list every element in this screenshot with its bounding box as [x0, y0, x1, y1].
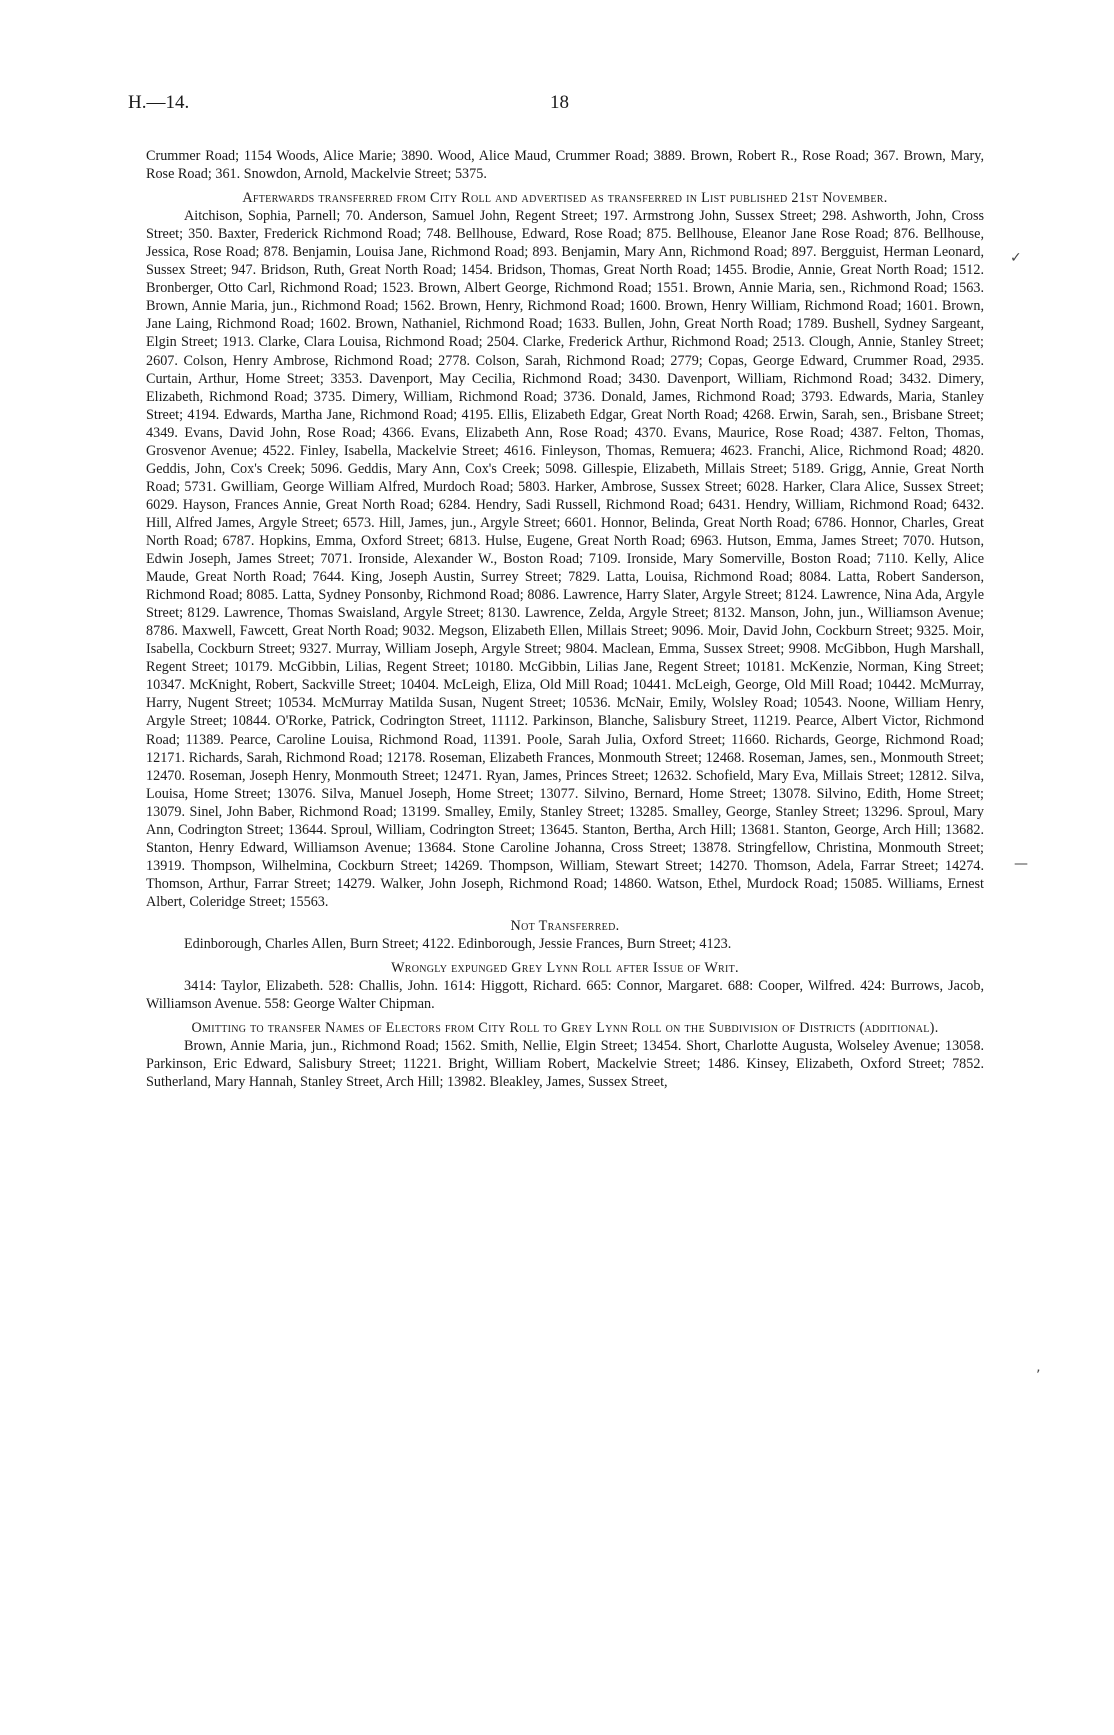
section-2-heading: Not Transferred.: [510, 917, 620, 934]
section-1-heading: Afterwards transferred from City Roll and advertised as transferred in List published 21st November.: [242, 190, 888, 207]
report-reference: H.—14.: [128, 92, 190, 113]
section-4-text: Brown, Annie Maria, jun., Richmond Road; 1562. Smith, Nellie, Elgin Street; 13454. Short, Charlotte Augusta, Wolseley Avenue; 13058. Parkinson, Eric Edward, Salisbury Street; 11221. Bright, William Robert, Mackelvie Street; 1486. Kinsey, Elizabeth, Oxford Street; 7852. Sutherland, Mary Hannah, Stanley Street, Arch Hill; 13982. Bleakley, James, Sussex Street,: [146, 1038, 984, 1091]
margin-dash-mark: —: [1014, 856, 1028, 872]
section-1-text: Aitchison, Sophia, Parnell; 70. Anderson, Samuel John, Regent Street; 197. Armstrong John, Sussex Street; 298. Ashworth, John, Cross Street; 350. Baxter, Frederick Richmond Road; 748. Bellhouse, Edward, Rose Road; 875. Bellhouse, Eleanor Jane Rose Road; 876. Bellhouse, Jessica, Rose Road; 878. Benjamin, Louisa Jane, Richmond Road; 893. Benjamin, Mary Ann, Richmond Road; 897. Bergguist, Herman Leonard, Sussex Street; 947. Bridson, Ruth, Great North Road; 1454. Bridson, Thomas, Great North Road; 1455. Brodie, Annie, Great North Road; 1512. Bronberger, Otto Carl, Richmond Road; 1523. Brown, Albert George, Richmond Road; 1551. Brown, Annie Maria, sen., Richmond Road; 1563. Brown, Annie Maria, jun., Richmond Road; 1562. Brown, Henry, Richmond Road; 1600. Brown, Henry William, Richmond Road; 1601. Brown, Jane Laing, Richmond Road; 1602. Brown, Nathaniel, Richmond Road; 1633. Bullen, John, Great North Road; 1789. Bushell, Sydney Sargeant, Elgin Street; 1913. Clarke, Clara Louisa, Richmond Road; 2504. Clarke, Frederick Arthur, Richmond Road; 2513. Clough, Annie, Stanley Street; 2607. Colson, Henry Ambrose, Richmond Road; 2778. Colson, Sarah, Richmond Road; 2779; Copas, George Edward, Crummer Road, 2935. Curtain, Arthur, Home Street; 3353. Davenport, May Cecilia, Richmond Road; 3430. Davenport, William, Richmond Road; 3432. Dimery, Elizabeth, Richmond Road; 3735. Dimery, William, Richmond Road; 3736. Donald, James, Richmond Road; 3793. Edwards, Maria, Stanley Street; 4194. Edwards, Martha Jane, Richmond Road; 4195. Ellis, Elizabeth Edgar, Great North Road; 4268. Erwin, Sarah, sen., Brisbane Street; 4349. Evans, David John, Rose Road; 4366. Evans, Elizabeth Ann, Rose Road; 4370. Evans, Maurice, Rose Road; 4387. Felton, Thomas, Grosvenor Avenue; 4522. Finley, Isabella, Mackelvie Street; 4616. Finleyson, Thomas, Remuera; 4623. Franchi, Alice, Richmond Road; 4820. Geddis, John, Cox's Creek; 5096. Geddis, Mary Ann, Cox's Creek; 5098. Gillespie, Elizabeth, Millais Street; 5189. Grigg, Annie, Great North Road; 5731. Gwilliam, George William Alfred, Murdoch Road; 5803. Harker, Ambrose, Sussex Street; 6028. Harker, Clara Alice, Sussex Street; 6029. Hayson, Frances Annie, Great North Road; 6284. Hendry, Sadi Russell, Richmond Road; 6431. Hendry, William, Richmond Road; 6432. Hill, Alfred James, Argyle Street; 6573. Hill, James, jun., Argyle Street; 6601. Honnor, Belinda, Great North Road; 6786. Honnor, Charles, Great North Road; 6787. Hopkins, Emma, Oxford Street; 6813. Hulse, Eugene, Great North Road; 6963. Hutson, Emma, James Street; 7070. Hutson, Edwin Joseph, James Street; 7071. Ironside, Alexander W., Boston Road; 7109. Ironside, Mary Somerville, Boston Road; 7110. Kelly, Alice Maude, Great North Road; 7644. King, Joseph Austin, Surrey Street; 7829. Latta, Louisa, Richmond Road; 8084. Latta, Robert Sanderson, Richmond Road; 8085. Latta, Sydney Ponsonby, Richmond Road; 8086. Lawrence, Harry Slater, Argyle Street; 8124. Lawrence, Nina Ada, Argyle Street; 8129. Lawrence, Thomas Swaisland, Argyle Street; 8130. Lawrence, Zelda, Argyle Street; 8132. Manson, John, jun., Williamson Avenue; 8786. Maxwell, Fawcett, Great North Road; 9032. Megson, Elizabeth Ellen, Millais Street; 9096. Moir, David John, Cockburn Street; 9325. Moir, Isabella, Cockburn Street; 9327. Murray, William Joseph, Argyle Street; 9804. Maclean, Emma, Sussex Street; 9908. McGibbon, Hugh Marshall, Regent Street; 10179. McGibbin, Lilias, Regent Street; 10180. McGibbin, Lilias Jane, Regent Street; 10181. McKenzie, Norman, King Street; 10347. McKnight, Robert, Sackville Street; 10404. McLeigh, Eliza, Old Mill Road; 10441. McLeigh, George, Old Mill Road; 10442. McMurray, Harry, Nugent Street; 10534. McMurray Matilda Susan, Nugent Street; 10536. McNair, Emily, Wolsley Road; 10543. Noone, William Henry, Argyle Street; 10844. O'Rorke, Patrick, Codrington Street, 11112. Parkinson, Blanche, Salisbury Street, 11219. Pearce, Albert Victor, Richmond Road; 11389. Pearce, Caroline Louisa, Richmond Road, 11391. Poole, Sarah Julia, Oxford Street; 11660. Richards, George, Richmond Road; 12171. Richards, Sarah, Richmond Road; 12178. Roseman, Elizabeth Frances, Monmouth Street; 12468. Roseman, James, sen., Monmouth Street; 12470. Roseman, Joseph Henry, Monmouth Street; 12471. Ryan, James, Princes Street; 12632. Schofield, Mary Eva, Millais Street; 12812. Silva, Louisa, Home Street; 13076. Silva, Manuel Joseph, Home Street; 13077. Silvino, Bernard, Home Street; 13078. Silvino, Edith, Home Street; 13079. Sinel, John Baber, Richmond Road; 13199. Smalley, Emily, Stanley Street; 13285. Smalley, George, Stanley Street; 13296. Sproul, Mary Ann, Codrington Street; 13644. Sproul, William, Codrington Street; 13645. Stanton, Bertha, Arch Hill; 13681. Stanton, George, Arch Hill; 13682. Stanton, Henry Edward, Williamson Avenue; 13684. Stone Caroline Johanna, Cross Street; 13878. Stringfellow, Christina, Monmouth Street; 13919. Thompson, Wilhelmina, Cockburn Street; 14269. Thompson, William, Stewart Street; 14270. Thomson, Adela, Farrar Street; 14274. Thomson, Arthur, Farrar Street; 14279. Walker, John Joseph, Richmond Road; 14860. Watson, Ethel, Murdock Road; 15085. Williams, Ernest Albert, Coleridge Street; 15563.: [146, 208, 984, 910]
section-4-heading: Omitting to transfer Names of Electors from City Roll to Grey Lynn Roll on the Subdivision of Districts (additional).: [191, 1020, 939, 1037]
margin-tick-mark: ✓: [1010, 250, 1022, 266]
section-0-text: Crummer Road; 1154 Woods, Alice Marie; 3890. Wood, Alice Maud, Crummer Road; 3889. Brown, Robert R., Rose Road; 367. Brown, Mary, Rose Road; 361. Snowdon, Arnold, Mackelvie Street; 5375.: [146, 148, 984, 183]
margin-tick-mark-lower: ’: [1036, 1368, 1041, 1384]
section-3-text: 3414: Taylor, Elizabeth. 528: Challis, John. 1614: Higgott, Richard. 665: Connor, Margaret. 688: Cooper, Wilfred. 424: Burrows, Jacob, Williamson Avenue. 558: George Walter Chipman.: [146, 978, 984, 1013]
page-number: 18: [550, 92, 569, 113]
document-body: [146, 147, 984, 1091]
section-2-text: Edinborough, Charles Allen, Burn Street; 4122. Edinborough, Jessie Frances, Burn Street; 4123.: [184, 936, 732, 953]
page-header: [128, 92, 984, 116]
section-3-heading: Wrongly expunged Grey Lynn Roll after Issue of Writ.: [391, 960, 739, 977]
